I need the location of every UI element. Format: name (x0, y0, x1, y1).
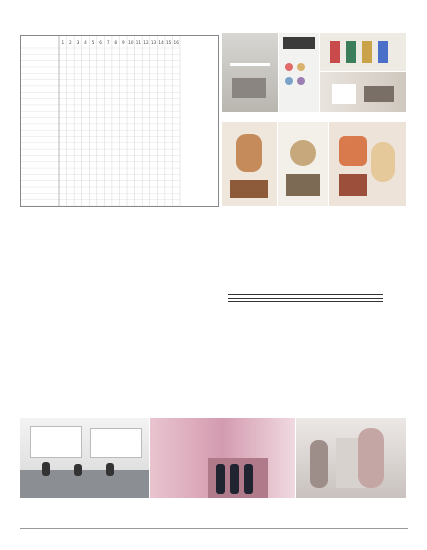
week-label: 9 (121, 40, 125, 45)
exhibition-photo-4 (320, 72, 406, 112)
gallery-photo (296, 418, 406, 498)
exhibition-photo-1 (222, 33, 278, 112)
gantt-chart (20, 35, 219, 207)
week-label: 1 (61, 40, 65, 45)
table-row (228, 299, 383, 302)
week-label: 16 (173, 40, 179, 45)
week-label: 6 (99, 40, 102, 45)
week-label: 11 (135, 40, 142, 45)
exhibition-photo-2 (279, 33, 319, 112)
week-label: 14 (158, 40, 164, 45)
week-label: 3 (76, 40, 80, 45)
week-label: 13 (150, 40, 157, 45)
week-label: 2 (69, 40, 72, 45)
week-label: 7 (106, 40, 110, 45)
data-table (228, 294, 383, 302)
week-label: 10 (128, 40, 134, 45)
footer-divider (20, 528, 408, 529)
work-photo-1 (222, 122, 277, 206)
table-cell (331, 299, 383, 302)
week-label: 5 (91, 40, 95, 45)
exhibition-stage-photo (150, 418, 295, 498)
work-photo-3 (329, 122, 406, 206)
exhibition-photo-3 (320, 33, 406, 71)
classroom-photo (20, 418, 149, 498)
week-label: 4 (84, 40, 87, 45)
table-cell (228, 299, 280, 302)
week-label: 15 (165, 40, 172, 45)
table-cell (280, 299, 332, 302)
week-label: 8 (114, 40, 118, 45)
week-label: 12 (143, 40, 149, 45)
work-photo-2 (278, 122, 328, 206)
